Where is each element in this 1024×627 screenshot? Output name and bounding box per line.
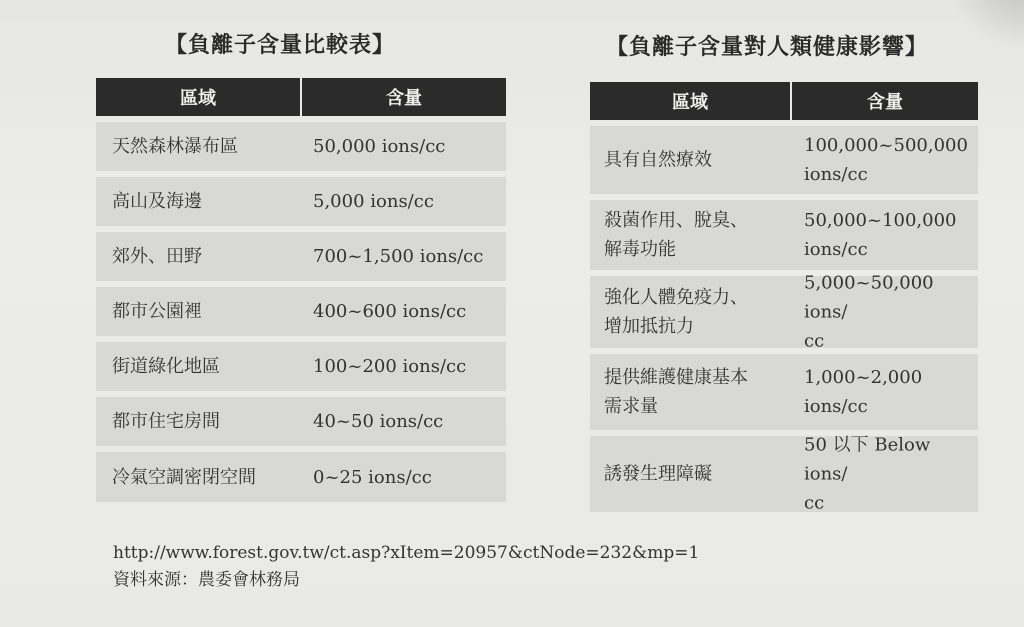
- amount-cell: [804, 269, 978, 356]
- amount-cell: [804, 363, 978, 421]
- amount-line-1: 50,000~100,000: [804, 210, 957, 231]
- table-row: [96, 342, 506, 391]
- table-row: [590, 126, 978, 194]
- amount-cell: [804, 131, 968, 189]
- amount-cell: 5,000 ions/cc: [313, 191, 434, 212]
- area-cell: 天然森林瀑布區: [112, 136, 238, 157]
- effect-cell: [604, 460, 712, 489]
- area-cell: 都市公園裡: [112, 301, 202, 322]
- effect-cell: [604, 146, 712, 175]
- right-table-header: [590, 82, 978, 120]
- amount-cell: [804, 206, 957, 264]
- amount-cell: 400~600 ions/cc: [313, 301, 467, 322]
- amount-line-2: cc: [804, 330, 825, 352]
- amount-cell: 0~25 ions/cc: [313, 466, 432, 488]
- effect-line-1: 殺菌作用、脫臭、: [604, 210, 748, 231]
- area-cell: 高山及海邊: [112, 191, 202, 212]
- table-row: [590, 354, 978, 430]
- effect-line-2: 解毒功能: [604, 239, 676, 260]
- table-row: [590, 436, 978, 512]
- amount-line-1: 50 以下 Below ions/: [804, 434, 931, 485]
- table-row: [96, 232, 506, 281]
- amount-cell: [804, 431, 978, 518]
- amount-line-1: 5,000~50,000 ions/: [804, 272, 934, 323]
- table-row: [590, 200, 978, 270]
- table-row: [96, 177, 506, 226]
- effect-line-1: 誘發生理障礙: [604, 463, 712, 485]
- effect-line-2: 需求量: [604, 396, 658, 417]
- amount-line-2: ions/cc: [804, 164, 868, 185]
- effect-line-2: 增加抵抗力: [604, 316, 694, 337]
- area-cell: 都市住宅房間: [112, 411, 220, 432]
- area-cell: 郊外、田野: [112, 246, 202, 267]
- effect-cell: [604, 363, 748, 421]
- right-table-title: 【負離子含量對人類健康影響】: [606, 35, 929, 60]
- right-header-effect: 區域: [672, 92, 708, 113]
- right-header-amount: 含量: [867, 92, 903, 113]
- left-header-amount: 含量: [386, 88, 422, 109]
- amount-cell: 50,000 ions/cc: [313, 136, 446, 157]
- amount-cell: 700~1,500 ions/cc: [313, 246, 484, 267]
- amount-line-2: ions/cc: [804, 239, 868, 260]
- amount-line-1: 100,000~500,000: [804, 135, 968, 156]
- page-corner-shadow: [944, 0, 1024, 50]
- table-row: [96, 287, 506, 336]
- effect-line-1: 提供維護健康基本: [604, 367, 748, 388]
- table-row: [96, 397, 506, 446]
- area-cell: 街道綠化地區: [112, 356, 220, 377]
- amount-cell: 40~50 ions/cc: [313, 411, 444, 432]
- amount-line-1: 1,000~2,000 ions/cc: [804, 367, 923, 417]
- source-note: [113, 540, 699, 594]
- area-cell: 冷氣空調密閉空間: [112, 466, 256, 488]
- table-row: [96, 452, 506, 502]
- amount-cell: 100~200 ions/cc: [313, 356, 467, 377]
- left-header-area: 區域: [180, 88, 216, 109]
- left-table-title: 【負離子含量比較表】: [165, 33, 396, 58]
- left-table-header: [96, 78, 506, 116]
- effect-cell: [604, 206, 748, 264]
- effect-line-1: 強化人體免疫力、: [604, 287, 748, 308]
- amount-line-2: cc: [804, 492, 825, 514]
- table-row: [590, 272, 978, 352]
- source-credit: 資料來源：農委會林務局: [113, 570, 300, 590]
- effect-cell: [604, 283, 748, 341]
- effect-line-1: 具有自然療效: [604, 149, 712, 171]
- table-row: [96, 122, 506, 171]
- source-url: http://www.forest.gov.tw/ct.asp?xItem=20957&ctNode=232&mp=1: [113, 543, 700, 563]
